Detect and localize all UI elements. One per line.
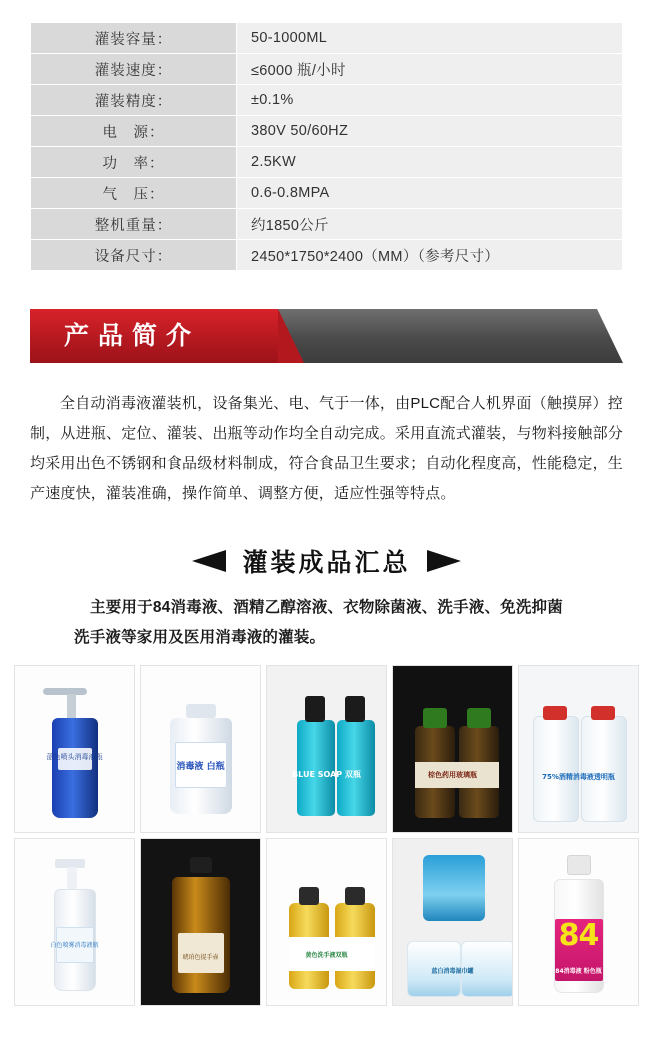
- product-photo-amber-handle-jug: [140, 838, 261, 1006]
- product-photo-pink-84-bottle: [518, 838, 639, 1006]
- pump-stem-icon: [67, 694, 76, 720]
- product-detail-page: [0, 22, 653, 1046]
- spec-label: 灌装容量：: [31, 23, 237, 54]
- bottle-label-text: 琥珀色提手壶: [182, 954, 219, 961]
- bottle-cap: [591, 706, 615, 720]
- bottle-label-text: 75%酒精消毒液透明瓶: [542, 773, 615, 781]
- table-row: [31, 23, 623, 54]
- section-title: 产品简介: [64, 321, 201, 350]
- arrow-right-icon: [192, 550, 226, 572]
- product-photo-blue-spray-bottle: [14, 665, 135, 833]
- products-heading: [30, 543, 623, 579]
- specification-table: [30, 22, 623, 271]
- products-heading-label: 灌装成品汇总: [242, 548, 411, 577]
- bottle-label-text: 棕色药用玻璃瓶: [428, 771, 477, 779]
- table-row: [31, 178, 623, 209]
- bottle-body: [581, 716, 627, 822]
- product-photo-two-black-cap-bottles: [266, 665, 387, 833]
- arrow-left-icon: [427, 550, 461, 572]
- bottle-cap: [423, 708, 447, 728]
- products-summary: [30, 593, 623, 653]
- spec-value: ±0.1%: [237, 85, 623, 116]
- bottle-cap: [345, 887, 365, 905]
- products-summary-line1: 主要用于84消毒液、酒精乙醇溶液、衣物除菌液、洗手液、免洗抑菌: [90, 599, 563, 616]
- bottle-body: [297, 720, 335, 816]
- spec-value: 2.5KW: [237, 147, 623, 178]
- product-photo-white-pump-spray-bottle: [14, 838, 135, 1006]
- table-row: [31, 54, 623, 85]
- spec-value: 50-1000ML: [237, 23, 623, 54]
- spec-label: 灌装精度：: [31, 85, 237, 116]
- label-84-text: 84: [558, 918, 599, 953]
- pump-stem-icon: [67, 867, 77, 889]
- products-summary-line2: 洗手液等家用及医用消毒液的灌装。: [74, 629, 326, 646]
- spec-value: 380V 50/60HZ: [237, 116, 623, 147]
- bottle-cap: [190, 857, 212, 873]
- bottle-body: [337, 720, 375, 816]
- spec-value: 约1850公斤: [237, 209, 623, 240]
- bottle-cap: [543, 706, 567, 720]
- table-row: [31, 209, 623, 240]
- product-photo-blue-white-jars: [392, 838, 513, 1006]
- bottle-cap: [305, 696, 325, 722]
- spec-value: 0.6-0.8MPA: [237, 178, 623, 209]
- table-row: [31, 85, 623, 116]
- spec-label: 功 率：: [31, 147, 237, 178]
- table-row: [31, 147, 623, 178]
- bottle-cap: [467, 708, 491, 728]
- bottle-cap: [299, 887, 319, 905]
- spec-value: ≤6000 瓶/小时: [237, 54, 623, 85]
- table-row: [31, 240, 623, 271]
- bottle-cap: [345, 696, 365, 722]
- bottle-label-text: 蓝色喷头消毒液瓶: [46, 753, 103, 761]
- bottle-cap: [186, 704, 216, 718]
- bottle-label-text: 黄色洗手液双瓶: [305, 952, 348, 959]
- table-row: [31, 116, 623, 147]
- bottle-label-text: 消毒液 白瓶: [176, 762, 225, 772]
- bottle-label-text: 白色喷雾消毒液瓶: [50, 942, 99, 949]
- spec-label: 整机重量：: [31, 209, 237, 240]
- spray-nozzle-icon: [43, 688, 87, 695]
- spec-label: 灌装速度：: [31, 54, 237, 85]
- bottle-label-text: 84消毒液 粉色瓶: [555, 968, 602, 975]
- spec-label: 气 压：: [31, 178, 237, 209]
- bottle-cap: [567, 855, 591, 875]
- section-banner-intro: [0, 309, 653, 363]
- spec-table-body: [31, 23, 623, 271]
- jar-label-text: 蓝白消毒湿巾罐: [431, 968, 474, 975]
- product-photo-brown-green-cap-bottles: [392, 665, 513, 833]
- intro-paragraph: 全自动消毒液灌装机，设备集光、电、气于一体，由PLC配合人机界面（触摸屏）控制，从进瓶、定位、灌装、出瓶等动作均全自动完成。采用直流式灌装，与物料接触部分均采用出色不锈钢和食品级材料制成，符合食品卫生要求；自动化程度高，性能稳定，生产速度快，灌装准确，操作简单、调整方便，适应性强等特点。: [30, 395, 623, 502]
- bottle-label-text: BLUE SOAP 双瓶: [292, 770, 361, 779]
- product-photo-transparent-alcohol-bottles: [518, 665, 639, 833]
- bottle-body: [533, 716, 579, 822]
- product-photo-grid: [14, 665, 639, 1006]
- jar-body: [423, 855, 485, 921]
- spec-label: 设备尺寸：: [31, 240, 237, 271]
- product-photo-yellow-twin-bottles: [266, 838, 387, 1006]
- spec-value: 2450*1750*2400（MM）（参考尺寸）: [237, 240, 623, 271]
- product-photo-white-disinfectant-bottle: [140, 665, 261, 833]
- spec-label: 电 源：: [31, 116, 237, 147]
